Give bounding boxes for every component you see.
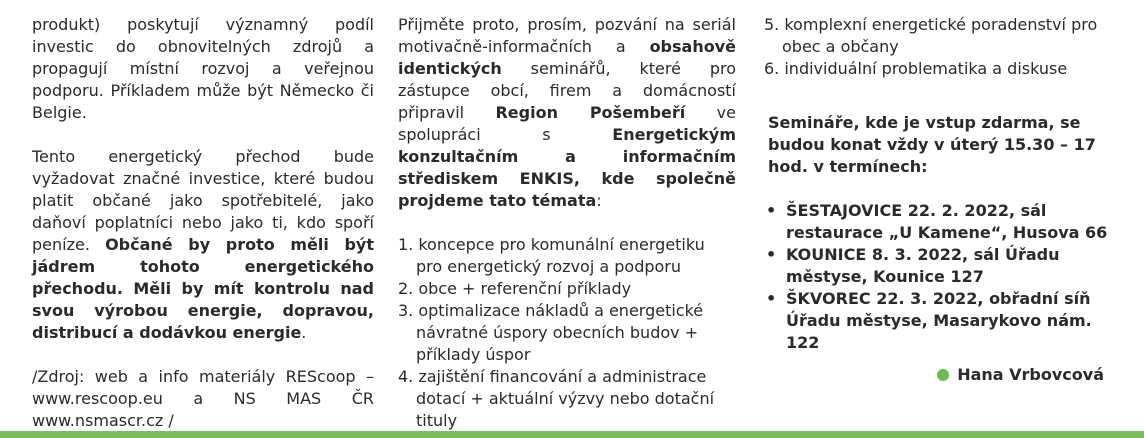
invitation-text-c: seminářů, které pro zástupce obcí, firem a domácností připravil [398,59,736,122]
paragraph-transition [32,146,374,344]
seminar-date-text: KOUNICE 8. 3. 2022, sál Úřadu městyse, Kounice 127 [786,245,1060,286]
bullet-icon: • [766,201,777,220]
bullet-icon: • [766,289,777,308]
paragraph-transition-end: . [301,323,307,342]
topic-item: 3. optimalizace nákladů a energetické návratné úspory obecních budov + příklady úspor [398,301,704,364]
seminar-date-text: ŠKVOREC 22. 3. 2022, obřadní síň Úřadu městyse, Masarykovo nám. 122 [786,289,1092,352]
seminar-dates-list [764,200,1114,354]
author-name: Hana Vrbovcová [957,365,1104,384]
paragraph-transition-text: Tento energetický přechod bude vyžadovat značné investice, které budou platit občané jako spotřebitelé, jako daňoví poplatníci nebo jako ti, kdo spoří peníze. [32,147,374,254]
source-note: /Zdroj: web a info materiály REScoop – www.rescoop.eu a NS MAS ČR www.nsmascr.cz / [32,367,374,430]
topic-item: 1. koncepce pro komunální energetiku pro energetický rozvoj a podporu [398,235,705,276]
invitation-text-e: ve spolupráci s [398,103,736,144]
column-2 [398,14,736,432]
green-dot-icon [937,369,949,381]
paragraph-intro: produkt) poskytují významný podíl investic do obnovitelných zdrojů a propagují místní rozvoj a veřejnou podporu. Příkladem může být Německo či Belgie. [32,15,374,122]
invitation-text-g: : [596,191,602,210]
seminar-date-item [764,288,1114,354]
topic-item: 2. obce + referenční příklady [398,279,632,298]
topics-list [398,234,736,432]
topic-item: 5. komplexní energetické poradenství pro obec a občany [764,15,1098,56]
paragraph-transition-bold: Občané by proto měli být jádrem tohoto energetického přechodu. Měli by mít kontrolu nad svou výrobou energie, dopravou, distribucí a dodávkou energie [32,235,375,342]
invitation-bold-enkis: Energetickým konzultačním a informačním střediskem ENKIS, kde společně projdeme tato témata [398,125,736,210]
seminar-date-item [764,200,1114,244]
seminar-date-text: ŠESTAJOVICE 22. 2. 2022, sál restaurace „U Kamene“, Husova 66 [786,201,1108,242]
seminar-date-item [764,244,1114,288]
bottom-accent-bar [0,431,1144,438]
author-signature [764,364,1114,386]
invitation-text-a: Přijměte proto, prosím, pozvání na seriál motivačně-informačních a [398,15,736,56]
invitation-bold-identical: obsahově identických [398,37,736,78]
bullet-icon: • [766,245,777,264]
seminar-info: Semináře, kde je vstup zdarma, se budou konat vždy v úterý 15.30 – 17 hod. v termínech: [768,113,1096,176]
column-3 [764,14,1114,386]
invitation-bold-region: Region Pošembeří [495,103,686,122]
topic-item: 4. zajištění financování a administrace dotací + aktuální výzvy nebo dotační tituly [398,367,715,430]
topic-item: 6. individuální problematika a diskuse [764,59,1068,78]
topics-list-continued [764,14,1114,80]
invitation-paragraph [398,14,736,212]
column-1 [32,14,374,432]
